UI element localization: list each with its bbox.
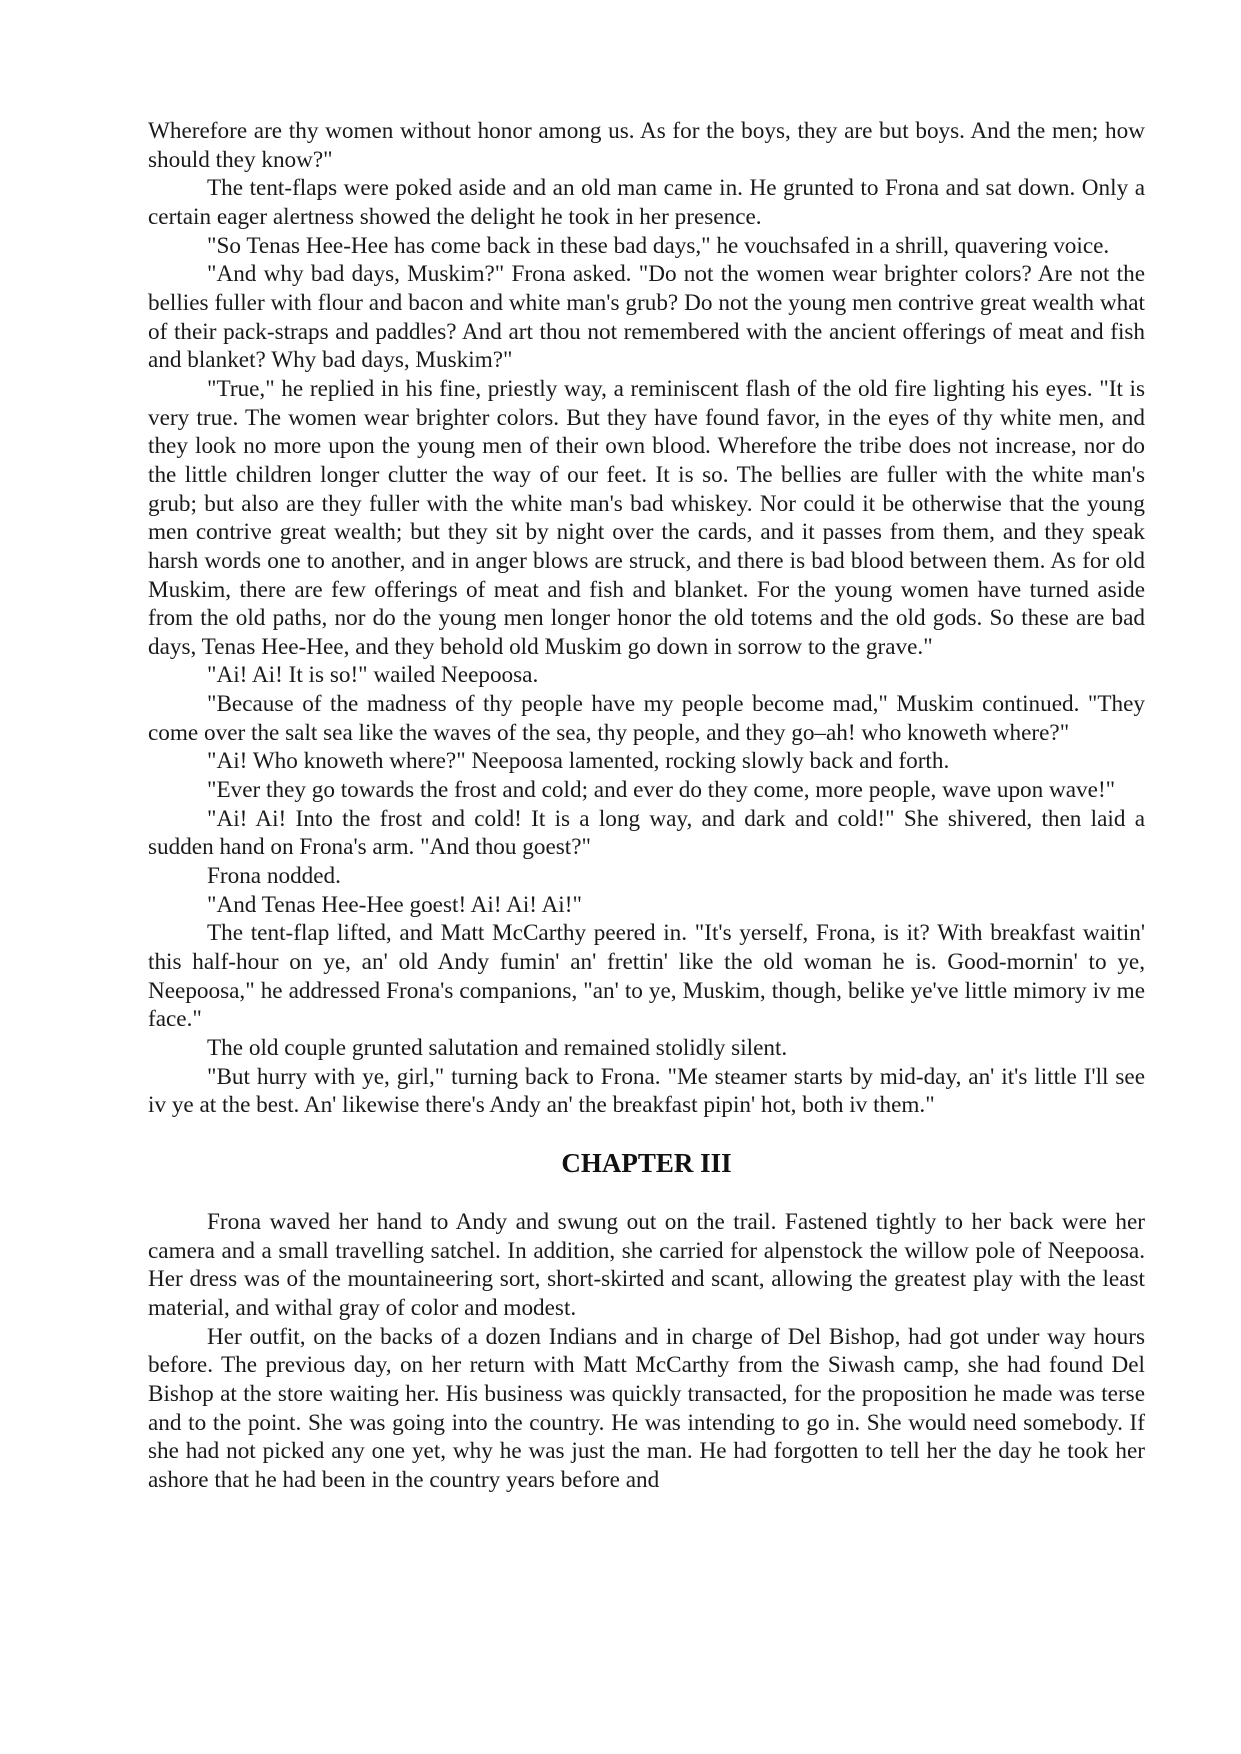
paragraph: "True," he replied in his fine, priestly way, a reminiscent flash of the old fire lighting his eyes. "It is very true. The women wear brighter colors. But they have found favor, in the eyes of thy white men, and they look no more upon the young men of their own blood. Wherefore the tribe does not increase, nor do the little children longer clutter the way of our feet. It is so. The bellies are fuller with the white man's grub; but also are they fuller with the white man's bad whiskey. Nor could it be otherwise that the young men contrive great wealth; but they sit by night over the cards, and it passes from them, and they speak harsh words one to another, and in anger blows are struck, and there is bad blood between them. As for old Muskim, there are few offerings of meat and fish and blanket. For the young women have turned aside from the old paths, nor do the young men longer honor the old totems and the old gods. So these are bad days, Tenas Hee-Hee, and they behold old Muskim go down in sorrow to the grave." — [148, 375, 1145, 660]
paragraph: Frona nodded. — [207, 863, 341, 890]
paragraph: "So Tenas Hee-Hee has come back in these bad days," he vouchsafed in a shrill, quavering voice. — [207, 232, 1110, 259]
paragraph: "Because of the madness of thy people have my people become mad," Muskim continued. "They come over the salt sea like the waves of the sea, thy people, and they go–ah! who knoweth where?" — [148, 691, 1145, 746]
paragraph: Wherefore are thy women without honor among us. As for the boys, they are but boys. And the men; how should they know?" — [148, 118, 1145, 173]
book-page — [148, 117, 1145, 1495]
text-block-before — [148, 117, 1145, 1120]
paragraph: "And Tenas Hee-Hee goest! Ai! Ai! Ai!" — [207, 891, 582, 918]
paragraph: The old couple grunted salutation and remained stolidly silent. — [207, 1035, 788, 1061]
paragraph: Her outfit, on the backs of a dozen Indians and in charge of Del Bishop, had got under way hours before. The previous day, on her return with Matt McCarthy from the Siwash camp, she had found Del Bishop at the store waiting her. His business was quickly transacted, for the proposition he made was terse and to the point. She was going into the country. He was intending to go in. She would need somebody. If she had not picked any one yet, why he was just the man. He had forgotten to tell her the day he took her ashore that he had been in the country years before and — [148, 1323, 1145, 1493]
paragraph: "Ai! Ai! It is so!" wailed Neepoosa. — [207, 662, 539, 689]
paragraph: "But hurry with ye, girl," turning back to Frona. "Me steamer starts by mid-day, an' it's little I'll see iv ye at the best. An' likewise there's Andy an' the breakfast pipin' hot, both iv them." — [148, 1063, 1145, 1119]
text-block-after — [148, 1208, 1145, 1495]
chapter-heading: CHAPTER III — [561, 1147, 732, 1178]
paragraph: The tent-flaps were poked aside and an old man came in. He grunted to Frona and sat down. Only a certain eager alertness showed the delight he took in her presence. — [148, 175, 1145, 230]
paragraph: Frona waved her hand to Andy and swung out on the trail. Fastened tightly to her back were her camera and a small travelling satchel. In addition, she carried for alpenstock the willow pole of Neepoosa. Her dress was of the mountaineering sort, short-skirted and scant, allowing the greatest play with the least material, and withal gray of color and modest. — [148, 1208, 1145, 1321]
paragraph: "And why bad days, Muskim?" Frona asked. "Do not the women wear brighter colors? Are not the bellies fuller with flour and bacon and white man's grub? Do not the young men contrive great wealth what of their pack-straps and paddles? And art thou not remembered with the ancient offerings of meat and fish and blanket? Why bad days, Muskim?" — [148, 261, 1145, 374]
paragraph: The tent-flap lifted, and Matt McCarthy peered in. "It's yerself, Frona, is it? With breakfast waitin' this half-hour on ye, an' old Andy fumin' an' frettin' like the old woman he is. Good-mornin' to ye, Neepoosa," he addressed Frona's companions, "an' to ye, Muskim, though, belike ye've little mimory iv me face." — [148, 920, 1145, 1033]
paragraph: "Ai! Who knoweth where?" Neepoosa lamented, rocking slowly back and forth. — [207, 748, 950, 775]
paragraph: "Ever they go towards the frost and cold; and ever do they come, more people, wave upon wave!" — [207, 777, 1116, 804]
paragraph: "Ai! Ai! Into the frost and cold! It is a long way, and dark and cold!" She shivered, then laid a sudden hand on Frona's arm. "And thou goest?" — [148, 805, 1145, 861]
